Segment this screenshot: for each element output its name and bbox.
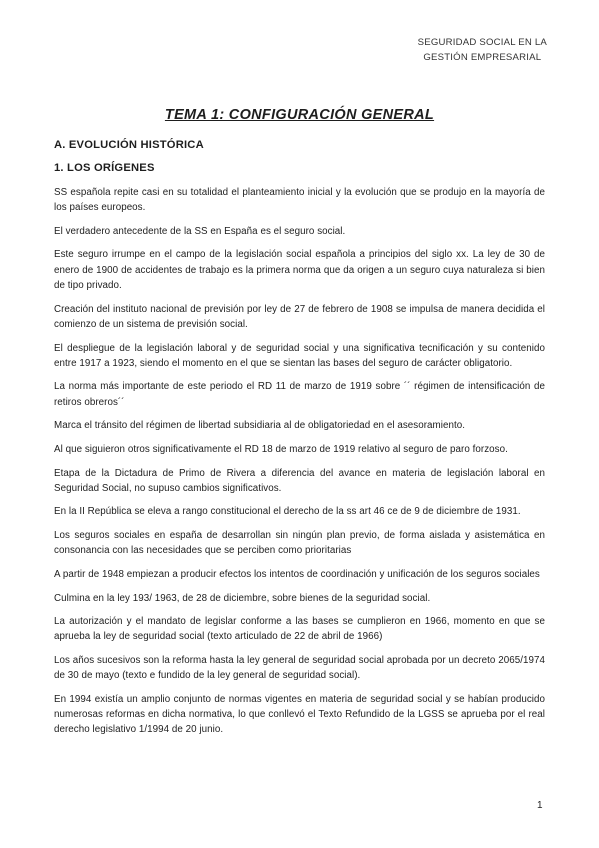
- section-heading-1: 1. LOS ORÍGENES: [54, 162, 155, 174]
- paragraph: Los seguros sociales en españa de desarrollan sin ningún plan previo, de forma aislada y asistemática en consonancia con las necesidades que se perciben como prioritarias: [54, 530, 545, 557]
- paragraph: El despliegue de la legislación laboral y de seguridad social y una significativa tecnificación y su contenido entre 1917 a 1923, siendo el momento en el que se sientan las bases del seguro de carácter obligatorio.: [54, 342, 545, 369]
- paragraph: Marca el tránsito del régimen de libertad subsidiaria al de obligatoriedad en el asesoramiento.: [54, 420, 466, 432]
- body-text: [54, 185, 545, 746]
- page-header: [418, 36, 547, 65]
- paragraph: A partir de 1948 empiezan a producir efectos los intentos de coordinación y unificación de los seguros sociales: [54, 568, 540, 580]
- document-title: TEMA 1: CONFIGURACIÓN GENERAL: [164, 107, 435, 123]
- paragraph: SS española repite casi en su totalidad el planteamiento inicial y la evolución que se produjo en la mayoría de los países europeos.: [54, 187, 545, 214]
- paragraph: Este seguro irrumpe en el campo de la legislación social española a principios del siglo xx. La ley de 30 de enero de 1900 de accidentes de trabajo es la primera norma que da origen a un seguro cuya naturaleza si bien de tipo privado.: [54, 249, 545, 292]
- section-heading-a: A. EVOLUCIÓN HISTÓRICA: [54, 139, 204, 151]
- paragraph: Culmina en la ley 193/ 1963, de 28 de diciembre, sobre bienes de la seguridad social.: [54, 592, 431, 604]
- paragraph: Etapa de la Dictadura de Primo de Rivera a diferencia del avance en materia de legislación laboral en Seguridad Social, no supuso cambios significativos.: [54, 467, 545, 494]
- paragraph: La autorización y el mandato de legislar conforme a las bases se cumplieron en 1966, momento en que se aprueba la ley de seguridad social (texto articulado de 22 de abril de 1966): [54, 616, 545, 643]
- paragraph: El verdadero antecedente de la SS en España es el seguro social.: [54, 225, 346, 237]
- paragraph: Al que siguieron otros significativamente el RD 18 de marzo de 1919 relativo al seguro de paro forzoso.: [54, 443, 508, 455]
- header-line-1: SEGURIDAD SOCIAL EN LA: [417, 37, 547, 48]
- page-number: 1: [537, 800, 543, 811]
- header-line-2: GESTIÓN EMPRESARIAL: [423, 51, 542, 63]
- paragraph: La norma más importante de este periodo el RD 11 de marzo de 1919 sobre ´´ régimen de intensificación de retiros obreros´´: [54, 381, 545, 408]
- paragraph: Los años sucesivos son la reforma hasta la ley general de seguridad social aprobada por un decreto 2065/1974 de 30 de mayo (texto e fundido de la ley general de seguridad social).: [54, 654, 545, 682]
- paragraph: En la II República se eleva a rango constitucional el derecho de la ss art 46 ce de 9 de diciembre de 1931.: [54, 506, 521, 518]
- paragraph: Creación del instituto nacional de previsión por ley de 27 de febrero de 1908 se impulsa de manera decidida el comienzo de un sistema de previsión social.: [54, 303, 545, 330]
- paragraph: En 1994 existía un amplio conjunto de normas vigentes en materia de seguridad social y se habían producido numerosas reformas en dicha normativa, lo que conllevó el Texto Refundido de la LGSS se aprueba por el real derecho legislativo 1/1994 de 20 junio.: [54, 693, 545, 736]
